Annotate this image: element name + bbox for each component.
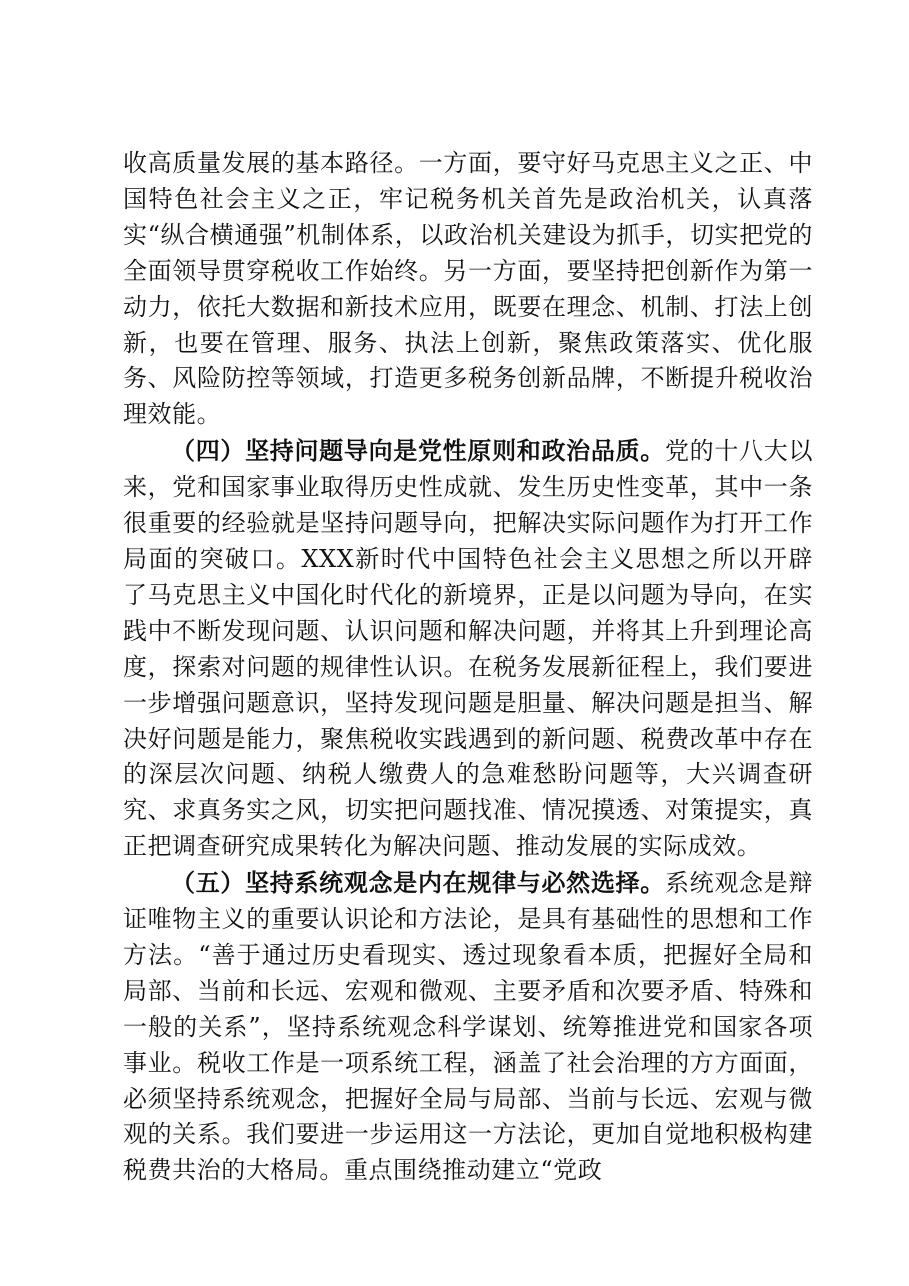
paragraph-section-5 — [123, 865, 813, 1189]
section-5-heading: （五）坚持系统观念是内在规律与必然选择。 — [171, 868, 665, 898]
document-body — [123, 145, 813, 1189]
paragraph-text: 系统观念是辩证唯物主义的重要认识论和方法论，是具有基础性的思想和工作方法。“善于通过历史看现实、透过现象看本质，把握好全局和局部、当前和长远、宏观和微观、主要矛盾和次要矛盾、特殊和一般的关系”，坚持系统观念科学谋划、统筹推进党和国家各项事业。税收工作是一项系统工程，涵盖了社会治理的方方面面，必须坚持系统观念，把握好全局与局部、当前与长远、宏观与微观的关系。我们要进一步运用这一方法论，更加自觉地积极构建税费共治的大格局。重点围绕推动建立“党政 — [123, 869, 813, 1185]
section-4-heading: （四）坚持问题导向是党性原则和政治品质。 — [171, 436, 665, 466]
paragraph-text: 收高质量发展的基本路径。一方面，要守好马克思主义之正、中国特色社会主义之正，牢记税务机关首先是政治机关，认真落实“纵合横通强”机制体系，以政治机关建设为抓手，切实把党的全面领导贯穿税收工作始终。另一方面，要坚持把创新作为第一动力，依托大数据和新技术应用，既要在理念、机制、打法上创新，也要在管理、服务、执法上创新，聚焦政策落实、优化服务、风险防控等领域，打造更多税务创新品牌，不断提升税收治理效能。 — [123, 149, 813, 429]
paragraph-text: 党的十八大以来，党和国家事业取得历史性成就、发生历史性变革，其中一条很重要的经验就是坚持问题导向，把解决实际问题作为打开工作局面的突破口。XXX新时代中国特色社会主义思想之所以开辟了马克思主义中国化时代化的新境界，正是以问题为导向，在实践中不断发现问题、认识问题和解决问题，并将其上升到理论高度，探索对问题的规律性认识。在税务发展新征程上，我们要进一步增强问题意识，坚持发现问题是胆量、解决问题是担当、解决好问题是能力，聚焦税收实践遇到的新问题、税费改革中存在的深层次问题、纳税人缴费人的急难愁盼问题等，大兴调查研究、求真务实之风，切实把问题找准、情况摸透、对策提实，真正把调查研究成果转化为解决问题、推动发展的实际成效。 — [123, 437, 813, 861]
paragraph-continuation — [123, 145, 813, 433]
paragraph-section-4 — [123, 433, 813, 865]
